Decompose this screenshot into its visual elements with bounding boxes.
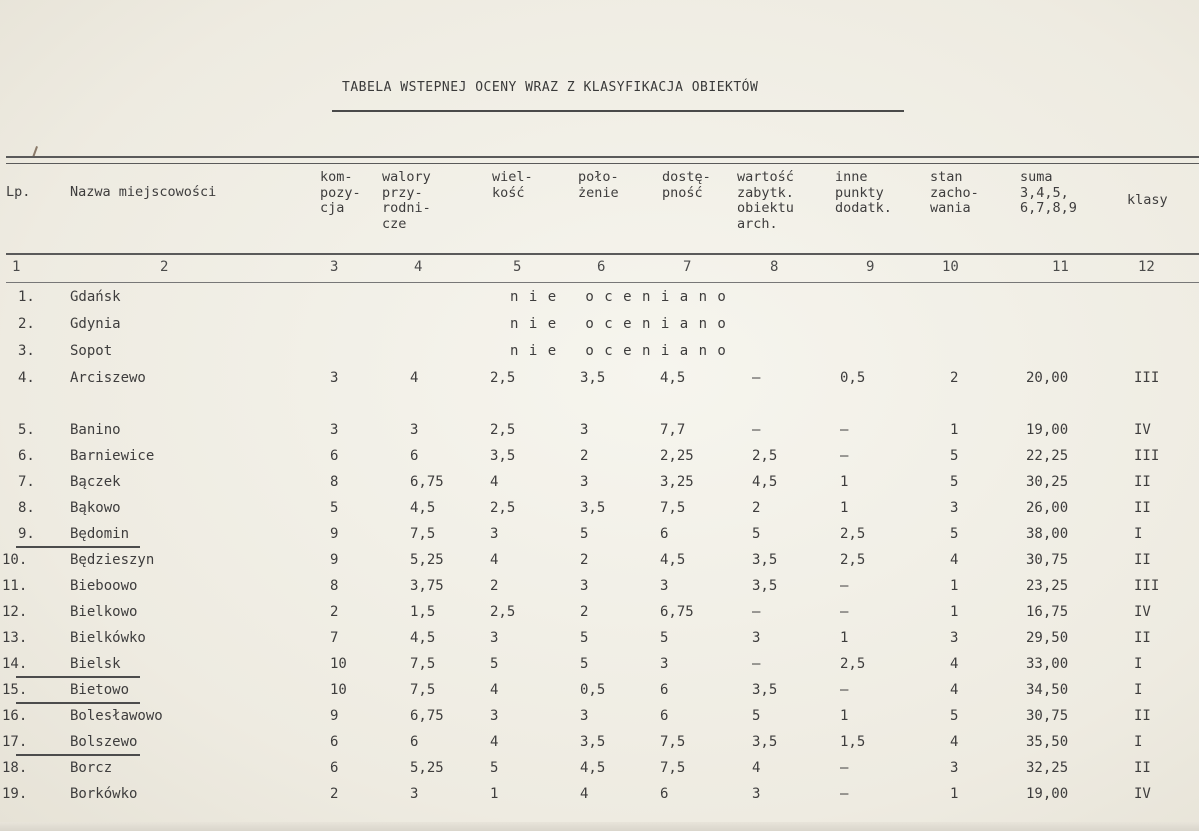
cell-suma: 30,25	[1026, 474, 1069, 490]
cell-walory: 1,5	[410, 604, 436, 620]
cell-polozenie: 0,5	[580, 682, 606, 698]
row-number: 5.	[18, 422, 35, 438]
cell-stan: 5	[950, 708, 959, 724]
cell-suma: 26,00	[1026, 500, 1069, 516]
cell-kompozycja: 5	[330, 500, 339, 516]
place-name: Barniewice	[70, 448, 155, 464]
cell-polozenie: 3	[580, 578, 589, 594]
cell-inne-punkty: 2,5	[840, 656, 866, 672]
cell-wartosc: 5	[752, 526, 761, 542]
row-number: 12.	[2, 604, 28, 620]
cell-walory: 7,5	[410, 682, 436, 698]
not-assessed-note: n i e o c e n i a n o	[510, 289, 727, 305]
place-name: Bielkowo	[70, 604, 138, 620]
cell-dostepnosc: 4,5	[660, 552, 686, 568]
header-klasy: klasy	[1127, 192, 1168, 208]
cell-suma: 19,00	[1026, 786, 1069, 802]
cell-stan: 4	[950, 734, 959, 750]
row-number: 15.	[2, 682, 28, 698]
cell-polozenie: 5	[580, 630, 589, 646]
table-top-rule	[6, 156, 1199, 158]
table-top-rule-thin	[6, 163, 1199, 164]
cell-dostepnosc: 7,5	[660, 760, 686, 776]
cell-klasa: III	[1134, 370, 1160, 386]
column-number: 7	[683, 259, 692, 275]
place-name: Będzieszyn	[70, 552, 155, 568]
header-wielkosc: wiel- kość	[492, 169, 533, 201]
cell-inne-punkty: –	[840, 760, 849, 776]
cell-inne-punkty: –	[840, 604, 849, 620]
cell-dostepnosc: 2,25	[660, 448, 694, 464]
cell-kompozycja: 8	[330, 578, 339, 594]
place-name: Sopot	[70, 343, 113, 359]
cell-walory: 6	[410, 448, 419, 464]
header-suma: suma 3,4,5, 6,7,8,9	[1020, 169, 1077, 216]
cell-dostepnosc: 6	[660, 682, 669, 698]
row-underline	[16, 702, 140, 704]
cell-klasa: I	[1134, 656, 1143, 672]
cell-klasa: I	[1134, 734, 1143, 750]
column-number: 11	[1052, 259, 1069, 275]
cell-wielkosc: 4	[490, 552, 499, 568]
cell-inne-punkty: 0,5	[840, 370, 866, 386]
header-dostepnosc: dostę- pność	[662, 169, 711, 201]
cell-wartosc: 3,5	[752, 734, 778, 750]
row-number: 13.	[2, 630, 28, 646]
cell-wartosc: 3,5	[752, 552, 778, 568]
cell-wartosc: –	[752, 370, 761, 386]
cell-kompozycja: 10	[330, 656, 347, 672]
cell-wartosc: 3,5	[752, 578, 778, 594]
header-polozenie: poło- żenie	[578, 169, 619, 201]
cell-dostepnosc: 6	[660, 786, 669, 802]
cell-kompozycja: 9	[330, 526, 339, 542]
column-numbers-rule	[6, 282, 1199, 283]
column-number: 2	[160, 259, 169, 275]
column-number: 4	[414, 259, 423, 275]
cell-polozenie: 3	[580, 422, 589, 438]
cell-kompozycja: 2	[330, 604, 339, 620]
cell-inne-punkty: –	[840, 448, 849, 464]
cell-wielkosc: 3	[490, 526, 499, 542]
cell-kompozycja: 3	[330, 422, 339, 438]
cell-dostepnosc: 6	[660, 708, 669, 724]
place-name: Borkówko	[70, 786, 138, 802]
cell-wielkosc: 2	[490, 578, 499, 594]
cell-wielkosc: 2,5	[490, 500, 516, 516]
cell-klasa: II	[1134, 630, 1151, 646]
cell-dostepnosc: 6,75	[660, 604, 694, 620]
cell-stan: 4	[950, 552, 959, 568]
cell-wartosc: 2,5	[752, 448, 778, 464]
column-number: 1	[12, 259, 21, 275]
cell-wielkosc: 3,5	[490, 448, 516, 464]
title-underline	[332, 110, 904, 112]
header-name: Nazwa miejscowości	[70, 184, 217, 200]
place-name: Bąkowo	[70, 500, 121, 516]
place-name: Gdynia	[70, 316, 121, 332]
not-assessed-note: n i e o c e n i a n o	[510, 316, 727, 332]
cell-wartosc: –	[752, 656, 761, 672]
cell-stan: 3	[950, 760, 959, 776]
cell-dostepnosc: 4,5	[660, 370, 686, 386]
place-name: Bieboowo	[70, 578, 138, 594]
row-number: 19.	[2, 786, 28, 802]
cell-polozenie: 4,5	[580, 760, 606, 776]
cell-polozenie: 2	[580, 604, 589, 620]
row-number: 7.	[18, 474, 35, 490]
cell-suma: 32,25	[1026, 760, 1069, 776]
cell-walory: 4,5	[410, 630, 436, 646]
cell-suma: 16,75	[1026, 604, 1069, 620]
row-number: 1.	[18, 289, 35, 305]
cell-klasa: II	[1134, 708, 1151, 724]
cell-suma: 29,50	[1026, 630, 1069, 646]
cell-inne-punkty: 2,5	[840, 526, 866, 542]
cell-suma: 33,00	[1026, 656, 1069, 672]
cell-klasa: III	[1134, 578, 1160, 594]
cell-wielkosc: 3	[490, 630, 499, 646]
cell-wielkosc: 4	[490, 682, 499, 698]
cell-dostepnosc: 3	[660, 656, 669, 672]
cell-wielkosc: 4	[490, 734, 499, 750]
header-bottom-rule	[6, 253, 1199, 255]
cell-wielkosc: 2,5	[490, 370, 516, 386]
cell-inne-punkty: 1	[840, 474, 849, 490]
place-name: Borcz	[70, 760, 113, 776]
cell-inne-punkty: –	[840, 578, 849, 594]
cell-wartosc: 2	[752, 500, 761, 516]
cell-wielkosc: 4	[490, 474, 499, 490]
cell-stan: 3	[950, 500, 959, 516]
cell-wielkosc: 2,5	[490, 422, 516, 438]
cell-wartosc: –	[752, 604, 761, 620]
row-number: 9.	[18, 526, 35, 542]
cell-polozenie: 2	[580, 552, 589, 568]
cell-suma: 30,75	[1026, 552, 1069, 568]
cell-walory: 6	[410, 734, 419, 750]
cell-dostepnosc: 7,5	[660, 734, 686, 750]
cell-dostepnosc: 3	[660, 578, 669, 594]
page-bottom-edge	[0, 822, 1199, 831]
place-name: Bolesławowo	[70, 708, 163, 724]
cell-polozenie: 2	[580, 448, 589, 464]
cell-kompozycja: 8	[330, 474, 339, 490]
cell-polozenie: 3,5	[580, 370, 606, 386]
place-name: Będomin	[70, 526, 130, 542]
cell-wielkosc: 3	[490, 708, 499, 724]
row-number: 16.	[2, 708, 28, 724]
cell-inne-punkty: 1	[840, 500, 849, 516]
place-name: Arciszewo	[70, 370, 146, 386]
column-number: 9	[866, 259, 875, 275]
not-assessed-note: n i e o c e n i a n o	[510, 343, 727, 359]
cell-kompozycja: 6	[330, 448, 339, 464]
place-name: Bielsk	[70, 656, 121, 672]
cell-wielkosc: 1	[490, 786, 499, 802]
cell-walory: 6,75	[410, 708, 444, 724]
cell-stan: 1	[950, 578, 959, 594]
cell-walory: 4,5	[410, 500, 436, 516]
cell-klasa: IV	[1134, 422, 1151, 438]
cell-wartosc: 3	[752, 786, 761, 802]
cell-inne-punkty: –	[840, 786, 849, 802]
row-underline	[16, 676, 140, 678]
cell-dostepnosc: 3,25	[660, 474, 694, 490]
cell-stan: 4	[950, 682, 959, 698]
column-number: 10	[942, 259, 959, 275]
cell-walory: 6,75	[410, 474, 444, 490]
cell-dostepnosc: 7,7	[660, 422, 686, 438]
cell-polozenie: 5	[580, 526, 589, 542]
row-underline	[16, 754, 140, 756]
cell-suma: 38,00	[1026, 526, 1069, 542]
row-number: 14.	[2, 656, 28, 672]
cell-inne-punkty: –	[840, 682, 849, 698]
cell-walory: 3	[410, 786, 419, 802]
row-number: 10.	[2, 552, 28, 568]
column-number: 3	[330, 259, 339, 275]
header-stan: stan zacho- wania	[930, 169, 979, 216]
cell-kompozycja: 7	[330, 630, 339, 646]
cell-stan: 4	[950, 656, 959, 672]
cell-wartosc: 4	[752, 760, 761, 776]
cell-inne-punkty: 2,5	[840, 552, 866, 568]
cell-kompozycja: 3	[330, 370, 339, 386]
place-name: Bączek	[70, 474, 121, 490]
cell-dostepnosc: 6	[660, 526, 669, 542]
cell-kompozycja: 10	[330, 682, 347, 698]
cell-stan: 3	[950, 630, 959, 646]
cell-stan: 5	[950, 448, 959, 464]
cell-klasa: I	[1134, 526, 1143, 542]
cell-walory: 5,25	[410, 760, 444, 776]
header-lp: Lp.	[6, 184, 31, 200]
cell-suma: 19,00	[1026, 422, 1069, 438]
cell-inne-punkty: 1	[840, 708, 849, 724]
cell-kompozycja: 6	[330, 760, 339, 776]
cell-wartosc: 3	[752, 630, 761, 646]
cell-suma: 34,50	[1026, 682, 1069, 698]
cell-inne-punkty: –	[840, 422, 849, 438]
cell-wartosc: –	[752, 422, 761, 438]
cell-stan: 1	[950, 786, 959, 802]
cell-suma: 30,75	[1026, 708, 1069, 724]
header-walory: walory przy- rodni- cze	[382, 169, 431, 232]
place-name: Bolszewo	[70, 734, 138, 750]
cell-wartosc: 5	[752, 708, 761, 724]
row-number: 4.	[18, 370, 35, 386]
cell-inne-punkty: 1,5	[840, 734, 866, 750]
header-inne: inne punkty dodatk.	[835, 169, 892, 216]
cell-suma: 22,25	[1026, 448, 1069, 464]
cell-polozenie: 5	[580, 656, 589, 672]
cell-klasa: II	[1134, 760, 1151, 776]
cell-suma: 23,25	[1026, 578, 1069, 594]
place-name: Gdańsk	[70, 289, 121, 305]
cell-klasa: III	[1134, 448, 1160, 464]
place-name: Banino	[70, 422, 121, 438]
cell-walory: 7,5	[410, 526, 436, 542]
row-number: 2.	[18, 316, 35, 332]
cell-polozenie: 3,5	[580, 500, 606, 516]
cell-kompozycja: 9	[330, 552, 339, 568]
row-number: 6.	[18, 448, 35, 464]
cell-klasa: IV	[1134, 786, 1151, 802]
cell-wielkosc: 5	[490, 760, 499, 776]
cell-klasa: IV	[1134, 604, 1151, 620]
cell-walory: 3,75	[410, 578, 444, 594]
cell-kompozycja: 6	[330, 734, 339, 750]
cell-inne-punkty: 1	[840, 630, 849, 646]
row-number: 11.	[2, 578, 28, 594]
cell-wielkosc: 2,5	[490, 604, 516, 620]
row-number: 17.	[2, 734, 28, 750]
cell-klasa: II	[1134, 552, 1151, 568]
cell-polozenie: 4	[580, 786, 589, 802]
cell-stan: 1	[950, 604, 959, 620]
cell-kompozycja: 9	[330, 708, 339, 724]
header-wartosc: wartość zabytk. obiektu arch.	[737, 169, 794, 232]
column-number: 5	[513, 259, 522, 275]
cell-walory: 5,25	[410, 552, 444, 568]
document-title: TABELA WSTEPNEJ OCENY WRAZ Z KLASYFIKACJA OBIEKTÓW	[342, 80, 759, 95]
cell-klasa: II	[1134, 474, 1151, 490]
cell-klasa: II	[1134, 500, 1151, 516]
cell-stan: 5	[950, 474, 959, 490]
column-number: 12	[1138, 259, 1155, 275]
cell-stan: 1	[950, 422, 959, 438]
cell-dostepnosc: 5	[660, 630, 669, 646]
cell-dostepnosc: 7,5	[660, 500, 686, 516]
cell-walory: 3	[410, 422, 419, 438]
row-number: 8.	[18, 500, 35, 516]
cell-klasa: I	[1134, 682, 1143, 698]
cell-wartosc: 4,5	[752, 474, 778, 490]
cell-kompozycja: 2	[330, 786, 339, 802]
cell-polozenie: 3,5	[580, 734, 606, 750]
column-number: 8	[770, 259, 779, 275]
place-name: Bietowo	[70, 682, 130, 698]
cell-walory: 4	[410, 370, 419, 386]
cell-stan: 2	[950, 370, 959, 386]
header-kompozycja: kom- pozy- cja	[320, 169, 361, 216]
cell-wielkosc: 5	[490, 656, 499, 672]
cell-suma: 20,00	[1026, 370, 1069, 386]
place-name: Bielkówko	[70, 630, 146, 646]
cell-polozenie: 3	[580, 474, 589, 490]
column-number: 6	[597, 259, 606, 275]
row-number: 18.	[2, 760, 28, 776]
cell-walory: 7,5	[410, 656, 436, 672]
row-underline	[16, 546, 140, 548]
cell-suma: 35,50	[1026, 734, 1069, 750]
cell-polozenie: 3	[580, 708, 589, 724]
cell-wartosc: 3,5	[752, 682, 778, 698]
row-number: 3.	[18, 343, 35, 359]
cell-stan: 5	[950, 526, 959, 542]
